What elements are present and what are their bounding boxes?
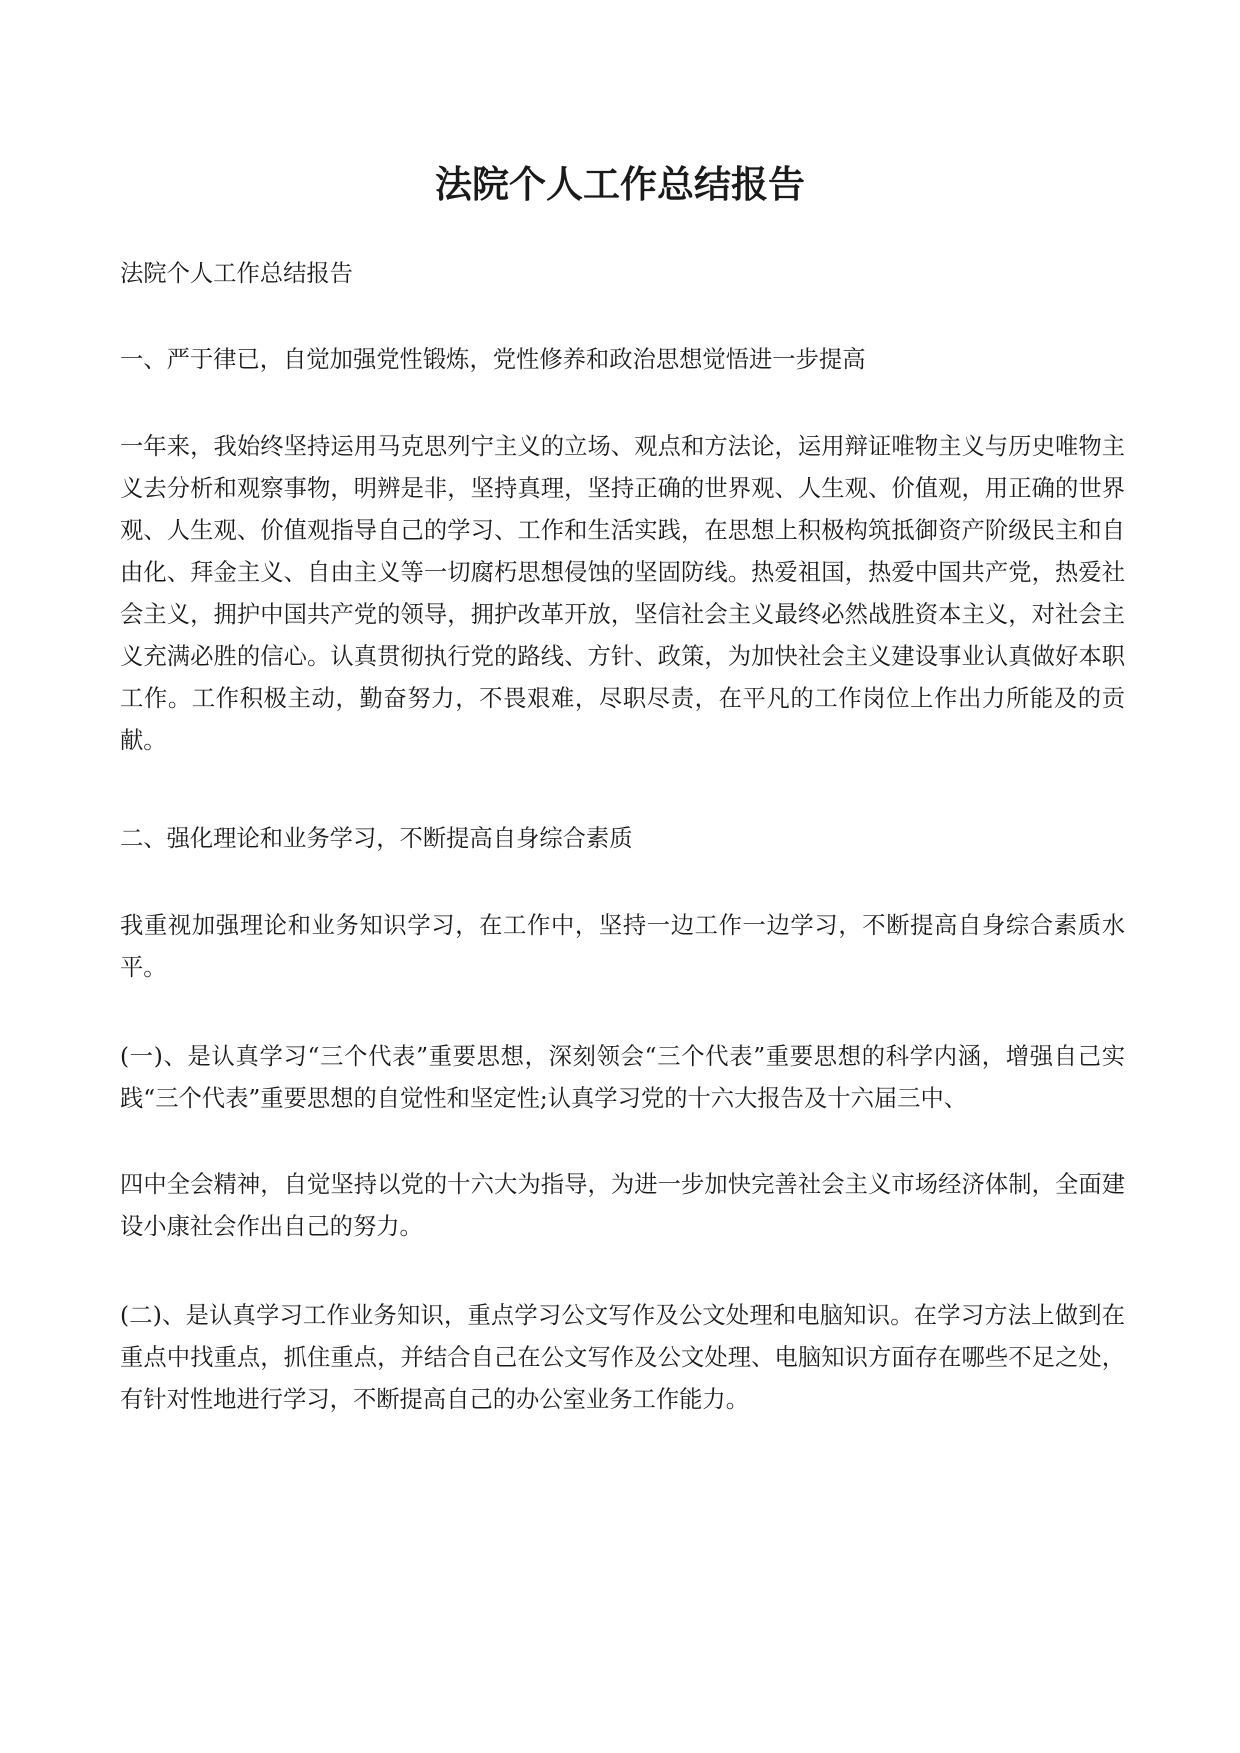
document-title: 法院个人工作总结报告 bbox=[435, 162, 805, 206]
body-paragraph: 我重视加强理论和业务知识学习，在工作中，坚持一边工作一边学习，不断提高自身综合素质水平。 bbox=[120, 912, 1125, 981]
list-item-2: (二)、是认真学习工作业务知识，重点学习公文写作及公文处理和电脑知识。在学习方法上做到在重点中找重点，抓住重点，并结合自己在公文写作及公文处理、电脑知识方面存在哪些不足之处，有针对性地进行学习，不断提高自己的办公室业务工作能力。 bbox=[120, 1302, 1125, 1413]
body-paragraph: 一年来，我始终坚持运用马克思列宁主义的立场、观点和方法论，运用辩证唯物主义与历史唯物主义去分析和观察事物，明辨是非，坚持真理，坚持正确的世界观、人生观、价值观，用正确的世界观、人生观、价值观指导自己的学习、工作和生活实践，在思想上积极构筑抵御资产阶级民主和自由化、拜金主义、自由主义等一切腐朽思想侵蚀的坚固防线。热爱祖国，热爱中国共产党，热爱社会主义，拥护中国共产党的领导，拥护改革开放，坚信社会主义最终必然战胜资本主义，对社会主义充满必胜的信心。认真贯彻执行党的路线、方针、政策，为加快社会主义建设事业认真做好本职工作。工作积极主动，勤奋努力，不畏艰难，尽职尽责，在平凡的工作岗位上作出力所能及的贡献。 bbox=[120, 433, 1125, 754]
list-item-1: (一)、是认真学习“三个代表”重要思想，深刻领会“三个代表”重要思想的科学内涵，增强自己实践“三个代表”重要思想的自觉性和坚定性;认真学习党的十六大报告及十六届三中、 bbox=[120, 1043, 1125, 1112]
section-heading-2: 二、强化理论和业务学习，不断提高自身综合素质 bbox=[120, 825, 633, 852]
list-item-1-continued: 四中全会精神，自觉坚持以党的十六大为指导，为进一步加快完善社会主义市场经济体制，全面建设小康社会作出自己的努力。 bbox=[120, 1171, 1125, 1240]
subtitle-paragraph: 法院个人工作总结报告 bbox=[120, 260, 353, 287]
section-heading-1: 一、严于律已，自觉加强党性锻炼，党性修养和政治思想觉悟进一步提高 bbox=[120, 346, 866, 373]
